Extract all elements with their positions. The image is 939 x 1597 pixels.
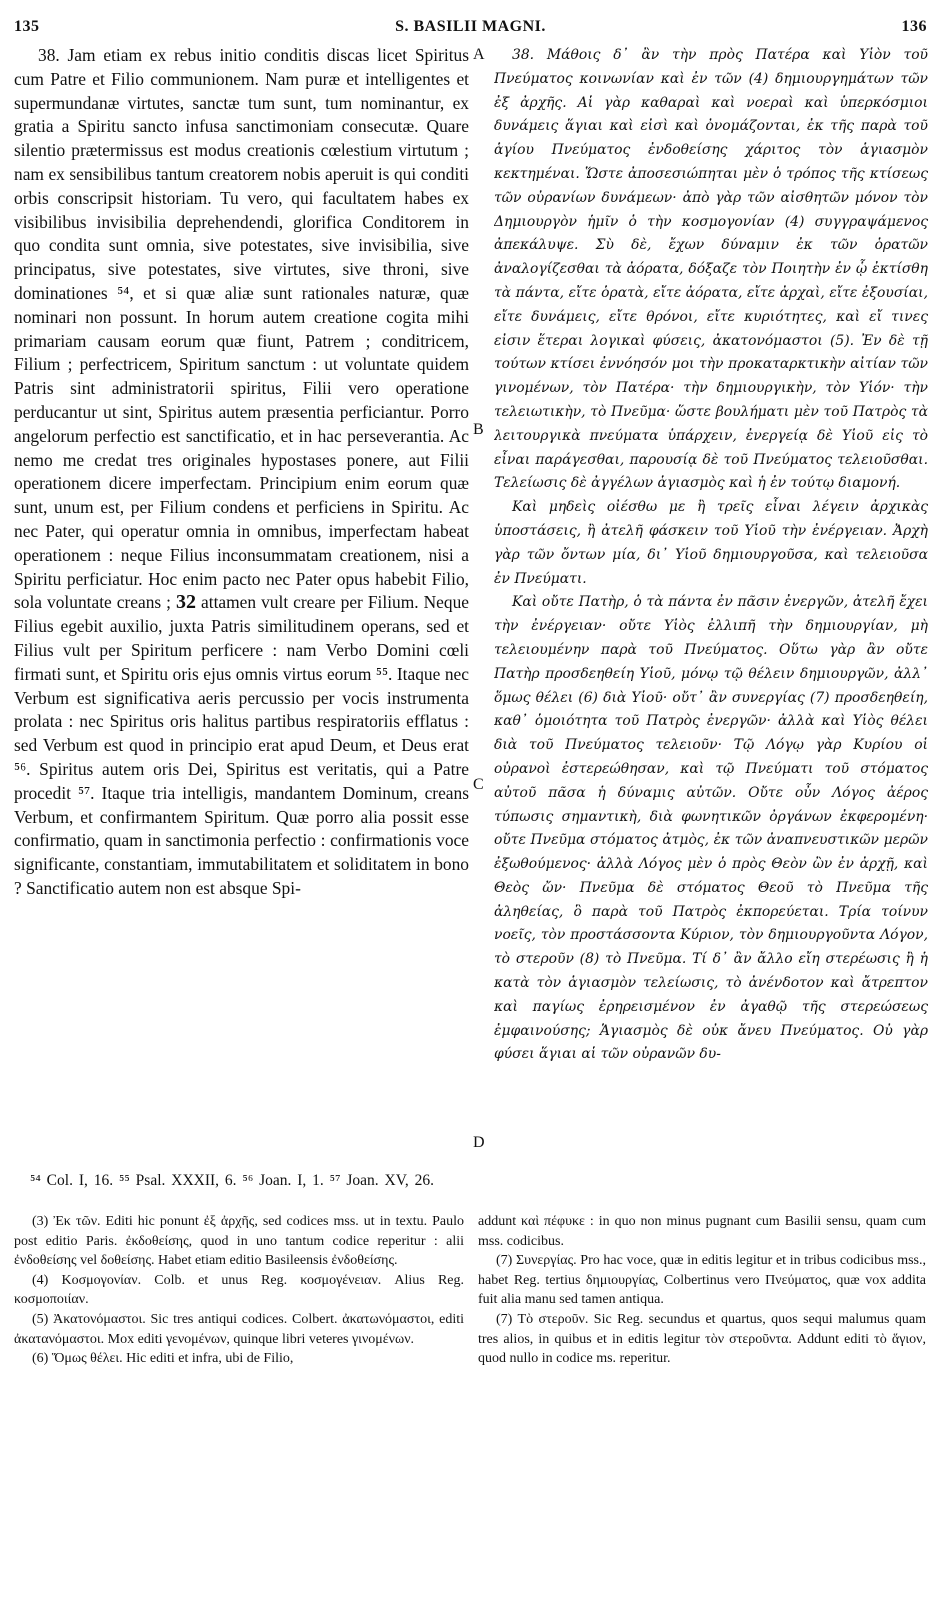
greek-paragraph: 38. Μάθοις δ᾽ ἂν τὴν πρὸς Πατέρα καὶ Υἱὸν τοῦ Πνεύματος κοινωνίαν καὶ ἐν τῶν (4) δημιουργημάτων τῶν ἐξ ἀρχῆς. Αἱ γὰρ καθαραὶ καὶ νοεραὶ καὶ ὑπερκόσμιοι δυνάμεις ἅγιαι καὶ εἰσὶ καὶ ὀνομάζονται, ἐκ τῆς παρὰ τοῦ ἁγίου Πνεύματος ἐνδοθείσης χάριτος τὸν ἁγιασμὸν κεκτημέναι. Ὥστε ἀποσεσιώπηται μὲν ὁ τρόπος τῆς κτίσεως τῶν οὐρανίων δυνάμεων· ἀπὸ γὰρ τῶν αἰσθητῶν μόνον τὸν Δημιουργὸν ἡμῖν ὁ τὴν κοσμογονίαν (4) συγγραψάμενος ἀπεκάλυψε. Σὺ δὲ, ἔχων δύναμιν ἐκ τῶν ὁρατῶν ἀναλογίζεσθαι τὰ ἀόρατα, δόξαζε τὸν Ποιητὴν ἐν ᾧ ἐκτίσθη τὰ πάντα, εἴτε ὁρατὰ, εἴτε ἀόρατα, εἴτε ἀρχαὶ, εἴτε ἐξουσίαι, εἴτε δυνάμεις, εἴτε θρόνοι, εἴτε κυριότητες, καὶ εἴ τινες εἰσιν ἕτεραι λογικαὶ φύσεις, ἀκατονόμαστοι (5). Ἐν δὲ τῇ τούτων κτίσει ἐννόησόν μοι τὴν προκαταρκτικὴν αἰτίαν τῶν γινομένων, τὸν Πατέρα· τὴν δημιουργικὴν, τὸν Υἱόν· τὴν τελειωτικὴν, τὸ Πνεῦμα· ὥστε βουλήματι μὲν τοῦ Πατρὸς τὰ λειτουργικὰ πνεύματα ὑπάρχειν, ἐνεργείᾳ δὲ Υἱοῦ εἰς τὸ εἶναι παράγεσθαι, παρουσίᾳ δὲ τοῦ Πνεύματος τελειοῦσθαι. Τελείωσις δὲ ἀγγέλων ἁγιασμὸς καὶ ἡ ἐν τούτῳ διαμονή. — [494, 47, 928, 492]
page-number-right: 136 — [901, 18, 927, 35]
margin-letter-a: A — [473, 46, 485, 63]
latin-column — [14, 44, 469, 1166]
footnote: (7) Τὸ στεροῦν. Sic Reg. secundus et quartus, quos sequi malumus quam tres alios, in quibus et in editis legitur τὸν στεροῦντα. Addunt editi τὸ ἅγιον, quod nullo in codice ms. reperitur. — [478, 1311, 926, 1367]
greek-column — [494, 44, 928, 1166]
page-number-left: 135 — [14, 18, 40, 35]
running-header — [14, 18, 927, 42]
latin-text-tail: attamen vult creare per Filium. Neque Filius egebit auxilio, juxta Patris similitudinem operans, sed et Filius vult per Spiritum perficere : nam Verbo Domini cœli firmati sunt, et Spiritu oris ejus omnis virtus eorum ⁵⁵. Itaque nec Verbum est significativa aeris percussio per vocis instrumenta prolata : nec Spiritus oris halitus partibus respiratoriis efflatus : sed Verbum est quod in principio erat apud Deum, et Deus erat ⁵⁶. Spiritus autem oris Dei, Spiritus est veritatis, qui a Patre procedit ⁵⁷. Itaque tria intelligis, mandantem Dominum, creans Verbum, et confirmantem Spiritum. Quæ porro alia possit esse confirmatio, quam in sanctimonia perfectio : confirmationis voce significante, constantiam, immutabilitatem et soliditatem in bono ? Sanctificatio autem non est absque Spi- — [14, 592, 469, 898]
scripture-references: ⁵⁴ Col. I, 16. ⁵⁵ Psal. XXXII, 6. ⁵⁶ Joan. I, 1. ⁵⁷ Joan. XV, 26. — [30, 1172, 435, 1189]
footnote: (6) Ὅμως θέλει. Hic editi et infra, ubi de Filio, — [32, 1351, 294, 1367]
footnote: (4) Κοσμογονίαν. Colb. et unus Reg. κοσμογένειαν. Alius Reg. κοσμοποιίαν. — [14, 1272, 464, 1308]
footnote: (5) Ἀκατονόμαστοι. Sic tres antiqui codices. Colbert. ἀκατωνόμαστοι, editi ἀκατανόμαστοι. Mox editi γενομένων, quinque libri veteres γινομένων. — [14, 1311, 464, 1347]
page-marker: 32 — [176, 591, 197, 614]
footnote: (3) Ἐκ τῶν. Editi hic ponunt ἐξ ἀρχῆς, sed codices mss. ut in textu. Paulo post editio Paris. ἐκδοθείσης, quod in uno tantum codice reperitur : alii ἐνδοθείσης vel δοθείσης. Habet etiam editio Basileensis ἐνδοθείσης. — [14, 1214, 464, 1269]
footnotes-left — [14, 1212, 464, 1592]
latin-text: 38. Jam etiam ex rebus initio conditis discas licet Spiritus cum Patre et Filio communionem. Nam puræ et intelligentes et supermundanæ virtutes, sanctæ tum sunt, tum nominantur, ex gratia a Spiritu sancto infusa sanctimoniam consecutæ. Quare silentio prætermissus est modus creationis cœlestium virtutum ; nam ex sensibilibus tantum creatorem nobis aperuit is qui conditi orbis conscripsit historiam. Tu vero, qui facultatem habes ex visibilibus invisibilia deprehendendi, glorifica Conditorem in quo condita sunt omnia, sive potestates, sive invisibilia, sive principatus, sive potestates, sive virtutes, sive throni, sive dominationes ⁵⁴, et si quæ aliæ sunt rationales naturæ, quæ nominari non possunt. In horum autem creatione cogita mihi primariam causam eorum quæ fiunt, Patrem ; conditricem, Filium ; perfectricem, Spiritum sanctum : ut voluntate quidem Patris sint administratorii spiritus, Filii vero operatione perducantur ut sint, Spiritus autem præsentia perficiantur. Porro angelorum perfectio est sanctificatio, et in hac perseverantia. Ac nemo me credat tres originales hypostases ponere, aut Filii operationem dicere imperfectam. Principium enim eorum quæ sunt, unum est, per Filium condens et perficiens in Spiritu. Ac nec Pater, qui operatur omnia in omnibus, imperfectam habeat operationem : neque Filius inconsummatam creationem, nisi a Spiritu perficiatur. Hoc enim pacto nec Pater opus habebit Filio, sola voluntate creans ; — [14, 45, 469, 613]
latin-paragraph — [14, 44, 469, 901]
margin-letter-c: C — [473, 776, 484, 793]
greek-paragraph: Καὶ μηδεὶς οἰέσθω με ἢ τρεῖς εἶναι λέγειν ἀρχικὰς ὑποστάσεις, ἢ ἀτελῆ φάσκειν τοῦ Υἱοῦ τὴν ἐνέργειαν. Ἀρχὴ γὰρ τῶν ὄντων μία, δι᾽ Υἱοῦ δημιουργοῦσα, καὶ τελειοῦσα ἐν Πνεύματι. — [494, 499, 928, 587]
footnote: addunt καὶ πέφυκε : in quo non minus pugnant cum Basilii sensu, quam cum mss. codicibus. — [478, 1214, 926, 1249]
greek-paragraph: Καὶ οὔτε Πατὴρ, ὁ τὰ πάντα ἐν πᾶσιν ἐνεργῶν, ἀτελῆ ἔχει τὴν ἐνέργειαν· οὔτε Υἱὸς ἐλλιπῆ τὴν δημιουργίαν, μὴ τελειουμένην παρὰ τοῦ Πνεύματος. Οὕτω γὰρ ἂν οὔτε Πατὴρ προσδεηθείη Υἱοῦ, μόνῳ τῷ θέλειν δημιουργῶν, ἀλλ᾽ ὅμως θέλει (6) διὰ Υἱοῦ· οὔτ᾽ ἂν συνεργίας (7) προσδεηθείη, καθ᾽ ὁμοιότητα τοῦ Πατρὸς ἐνεργῶν· ἀλλὰ καὶ Υἱὸς θέλει διὰ τοῦ Πνεύματος τελειοῦν· Τῷ Λόγῳ γὰρ Κυρίου οἱ οὐρανοὶ ἐστερεώθησαν, καὶ τῷ Πνεύματι τοῦ στόματος αὐτοῦ πᾶσα ἡ δύναμις αὐτῶν. Οὔτε οὖν Λόγος ἀέρος τύπωσις σημαντικὴ, διὰ φωνητικῶν ὀργάνων ἐκφερομένη· οὔτε Πνεῦμα στόματος ἀτμὸς, ἐκ τῶν ἀναπνευστικῶν μερῶν ἐξωθούμενος· ἀλλὰ Λόγος μὲν ὁ πρὸς Θεὸν ὢν ἐν ἀρχῇ, καὶ Θεὸς ὤν· Πνεῦμα δὲ στόματος Θεοῦ τὸ Πνεῦμα τῆς ἀληθείας, ὃ παρὰ τοῦ Πατρὸς ἐκπορεύεται. Τρία τοίνυν νοεῖς, τὸν προστάσσοντα Κύριον, τὸν δημιουργοῦντα Λόγον, τὸ στεροῦν (8) τὸ Πνεῦμα. Τί δ᾽ ἂν ἄλλο εἴη στερέωσις ἢ ἡ κατὰ τὸν ἁγιασμὸν τελείωσις, τὸ ἀνένδοτον καὶ ἄτρεπτον καὶ παγίως ἐρηρεισμένον ἐν ἀγαθῷ τῆς στερεώσεως ἐμφαινούσης; Ἁγιασμὸς δὲ οὐκ ἄνευ Πνεύματος. Οὐ γὰρ φύσει ἅγιαι αἱ τῶν οὐρανῶν δυ- — [494, 594, 928, 1063]
margin-letter-b: B — [473, 421, 484, 438]
margin-letter-d: D — [473, 1134, 485, 1151]
running-title: S. BASILII MAGNI. — [395, 18, 546, 35]
footnote: (7) Συνεργίας. Pro hac voce, quæ in editis legitur et in tribus codicibus mss., habet Reg. tertius δημιουργίας, Colbertinus vero Πνεύματος, quæ vox addita fuit alia manu sed tamen antiqua. — [478, 1253, 926, 1308]
footnotes-right — [478, 1212, 926, 1592]
